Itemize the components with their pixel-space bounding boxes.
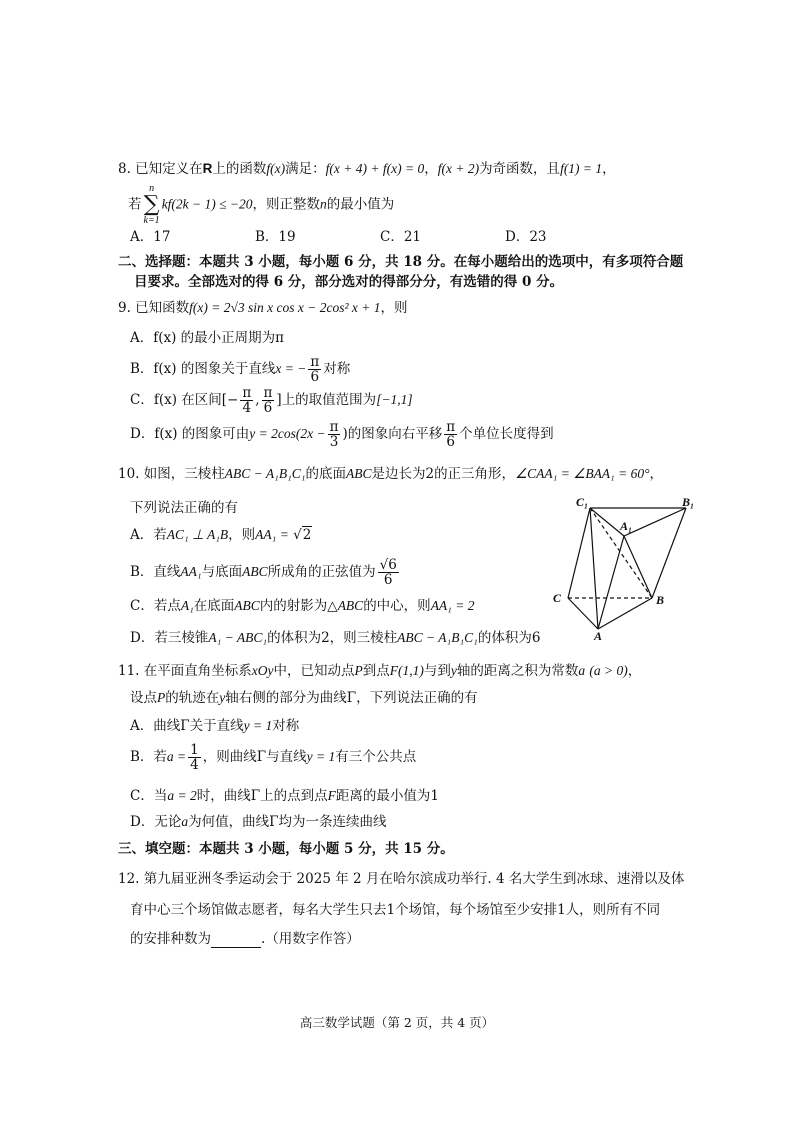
q9-text: B．f(x) 的图象关于直线: [130, 361, 276, 377]
q10-option-b: [130, 556, 401, 588]
edge-c-a: [568, 598, 598, 629]
q11-text: 时，曲线: [196, 788, 251, 804]
paren: ): [342, 426, 348, 442]
denominator: 4: [190, 757, 199, 773]
q11-text: 设点: [130, 690, 157, 706]
q10-text: 在底面: [193, 598, 235, 614]
fraction: [378, 558, 399, 587]
prism-figure: [548, 492, 698, 642]
q10-text: 的底面: [305, 466, 346, 482]
q11-text: 关于直线: [189, 718, 244, 734]
q10-line2: 下列说法正确的有: [130, 500, 238, 516]
real-set-symbol: R: [202, 161, 213, 176]
q11-text: C．当: [130, 788, 168, 804]
math-expr: 1: [557, 902, 566, 918]
sum-upper: n: [149, 183, 155, 194]
page-footer: 高三数学试题（第 2 页，共 4 页）: [299, 1015, 495, 1030]
numerator: 1: [190, 742, 199, 758]
q8-line2: [128, 184, 394, 226]
math-expr: a: [578, 663, 586, 678]
q9-option-a: A．f(x) 的最小正周期为π: [130, 330, 285, 346]
q11-text: 11. 在平面直角坐标系: [118, 663, 252, 679]
q11-text: 距离的最小值为: [335, 788, 431, 804]
q11-option-d: [130, 813, 386, 831]
q9-stem: [118, 299, 408, 317]
math-expr: AA₁: [180, 564, 202, 579]
q10-text: ，: [649, 466, 664, 482]
q10-text: 所成角的正弦值为: [267, 564, 376, 580]
numerator: π: [446, 419, 456, 435]
q8-text: 的最小值为: [326, 196, 395, 213]
q11-text: A．曲线: [130, 718, 181, 734]
math-expr: F(1,1): [389, 663, 424, 678]
q9-text: D．f(x) 的图象可由: [130, 426, 250, 442]
q12-line3: [130, 930, 360, 948]
fraction: [262, 386, 275, 415]
label-b: B: [656, 593, 665, 607]
math-expr: P: [354, 663, 363, 678]
math-expr: f(x + 4) + f(x) = 0: [325, 161, 425, 176]
math-expr: P: [157, 690, 166, 705]
q11-text: 有三个公共点: [335, 749, 417, 765]
q10-text: D．若三棱锥: [130, 630, 209, 646]
q9-text: 对称: [323, 361, 351, 377]
q10-text: ，则: [228, 527, 256, 543]
q10-text: A．若: [130, 527, 167, 543]
q10-text: 的正三角形，: [434, 466, 516, 482]
q8-text: 满足：: [285, 161, 326, 177]
denominator: 6: [310, 369, 320, 385]
q11-text: 均为一条连续曲线: [278, 814, 387, 830]
math-expr: a: [181, 814, 189, 829]
q12-line2: [130, 901, 660, 919]
sigma-symbol: ∑: [143, 192, 160, 217]
math-expr: ABC: [337, 598, 364, 613]
q11-text: 轴右侧的部分为曲线: [225, 690, 347, 706]
math-expr: ∠CAA₁ = ∠BAA₁ = 60°: [515, 466, 650, 481]
label-a: A: [594, 629, 603, 642]
denominator: 6: [263, 400, 273, 416]
q11-text: D．无论: [130, 814, 182, 830]
math-expr: y = 1: [243, 718, 273, 733]
q10-option-c: [130, 597, 474, 615]
q12-text: 育中心三个场馆做志愿者，每名大学生只去: [130, 902, 387, 918]
q11-option-c: [130, 787, 439, 805]
edge-c1-a: [590, 508, 598, 629]
comma: ,: [255, 392, 260, 408]
q11-line1: [118, 662, 641, 680]
math-expr: A₁: [180, 598, 194, 613]
section2-heading-line2: 目要求。全部选对的得 6 分，部分选对的得部分分，有选错的得 0 分。: [134, 274, 564, 290]
q10-text: B．直线: [130, 564, 181, 580]
math-expr: a =: [166, 749, 187, 764]
math-expr: f(x) = 2√3 sin x cos x − 2cos² x + 1: [189, 300, 381, 315]
numerator: π: [310, 354, 320, 370]
fraction: [308, 355, 321, 384]
numerator: π: [242, 385, 252, 401]
math-expr: Γ: [256, 749, 267, 765]
q12-text: .（用数字作答）: [261, 931, 360, 947]
q11-text: 中，已知动点: [273, 663, 355, 679]
math-expr: AC₁ ⊥ A₁B: [166, 527, 229, 542]
q11-text: 的轨迹在: [165, 690, 220, 706]
math-expr: kf(2k − 1) ≤ −20: [161, 196, 253, 212]
q8-option-c: C．21: [380, 229, 422, 245]
numerator: π: [329, 419, 339, 435]
edge-a1-b: [624, 536, 652, 598]
q10-text: 的中心，则: [363, 598, 431, 614]
q11-text: B．若: [130, 749, 167, 765]
q9-text: C．f(x) 在区间: [130, 392, 222, 408]
q9-text: 的图象向右平移: [347, 426, 443, 442]
q11-text: ，: [627, 663, 642, 679]
q9-text: 9. 已知函数: [118, 300, 190, 316]
numerator: π: [263, 385, 273, 401]
math-expr: ABC − A₁B₁C₁: [224, 466, 306, 481]
math-expr: Γ: [250, 788, 261, 804]
q8-text: 上的函数: [212, 161, 267, 177]
math-expr: ABC: [242, 564, 268, 579]
q9-option-b: [130, 353, 350, 385]
q11-text: ，则曲线: [202, 749, 257, 765]
q8-text: 若: [128, 196, 142, 213]
q10-text: 与底面: [201, 564, 243, 580]
q11-text: 到点: [362, 663, 390, 679]
fraction: [444, 420, 457, 449]
math-expr: ABC: [345, 466, 372, 481]
denominator: 6: [383, 572, 393, 588]
q10-line1: [118, 465, 663, 483]
q10-text: 10. 如图，三棱柱: [118, 466, 225, 482]
math-expr: F: [327, 788, 336, 803]
q11-text: 上的点到点: [260, 788, 328, 804]
math-expr: y: [450, 663, 457, 678]
q9-text: 上的取值范围为: [281, 392, 377, 408]
q9-text: ，则: [380, 300, 408, 316]
q10-option-d: [130, 629, 540, 647]
q8-line1: 8. 已知定义在R上的函数f(x)满足：f(x + 4) + f(x) = 0，f(x + 2)为奇函数，且f(1) = 1，: [118, 161, 616, 177]
math-expr: f(x + 2): [437, 161, 480, 176]
math-expr: 2: [321, 630, 330, 646]
math-expr: xOy: [251, 663, 274, 678]
math-expr: y = 2cos(2x −: [249, 426, 326, 441]
label-c: C: [553, 591, 562, 605]
q11-text: 与到: [423, 663, 451, 679]
q8-option-d: D．23: [505, 229, 547, 245]
math-expr: f(x): [266, 161, 286, 176]
q10-text: ，则三棱柱: [329, 630, 398, 646]
denominator: 3: [329, 434, 339, 450]
q11-line2: [130, 689, 478, 707]
q8-option-a: A．17: [130, 229, 171, 245]
q12-text: 个场馆，每个场馆至少安排: [395, 902, 558, 918]
math-expr: 6: [531, 630, 541, 646]
q9-option-d: [130, 418, 554, 450]
math-expr: Γ: [180, 718, 190, 734]
q11-text: 与直线: [266, 749, 307, 765]
q12-line1: 12. 第九届亚洲冬季运动会于 2025 年 2 月在哈尔滨成功举行. 4 名大学生到冰球、速滑以及体: [118, 871, 685, 887]
math-expr: n: [320, 196, 327, 212]
q12-text: 人，则所有不同: [565, 902, 661, 918]
bracket: [−: [221, 392, 239, 408]
label-a1: A₁: [620, 519, 633, 533]
q11-option-a: [130, 717, 299, 735]
q8-text: 8. 已知定义在: [118, 161, 203, 177]
q9-text: 个单位长度得到: [459, 426, 554, 442]
math-expr: Γ: [346, 690, 357, 706]
math-expr: y = 1: [306, 749, 336, 764]
math-expr: ABC: [234, 598, 260, 613]
edge-a1-a: [598, 536, 624, 629]
math-expr: AA₁ = 2: [430, 598, 475, 613]
q9-option-c: [130, 384, 413, 416]
q11-text: 轴的距离之积为常数: [456, 663, 579, 679]
fraction: [328, 420, 341, 449]
q10-text: 的体积为: [477, 630, 532, 646]
math-expr: 2: [425, 466, 435, 482]
denominator: 4: [242, 400, 252, 416]
fraction: [240, 386, 253, 415]
answer-blank[interactable]: [211, 933, 261, 948]
summation: [144, 184, 160, 226]
label-c1: C₁: [576, 495, 589, 509]
denominator: 6: [446, 434, 455, 450]
section3-heading: 三、填空题：本题共 3 小题，每小题 5 分，共 15 分。: [118, 841, 454, 857]
math-expr: AA₁ =: [255, 527, 289, 542]
q11-text: ，下列说法正确的有: [356, 690, 478, 706]
q11-text: 对称: [272, 718, 300, 734]
sum-lower: k=1: [143, 215, 160, 226]
q12-text: 的安排种数为: [130, 931, 211, 947]
math-expr: y: [219, 690, 226, 705]
q10-text: 内的射影为△: [259, 598, 338, 614]
math-expr: (a > 0): [589, 663, 628, 678]
q10-text: 的体积为: [267, 630, 322, 646]
label-b1: B₁: [682, 495, 695, 509]
edge-c1-c: [568, 508, 590, 598]
math-expr: x = −: [275, 361, 307, 376]
math-expr: [−1,1]: [376, 392, 413, 407]
fraction: [188, 743, 201, 772]
q10-option-a: A．若AC₁ ⊥ A₁B，则AA₁ = √2: [130, 527, 312, 543]
q11-text: 为何值，曲线: [188, 814, 270, 830]
bracket: ]: [276, 392, 282, 408]
math-expr: Γ: [269, 814, 279, 830]
math-expr: f(1) = 1: [560, 161, 603, 176]
edge-a-b: [598, 598, 652, 629]
math-expr: 1: [430, 788, 439, 804]
q11-option-b: [130, 741, 416, 773]
q10-text: 是边长为: [371, 466, 426, 482]
math-expr: 1: [386, 902, 396, 918]
numerator: √6: [379, 557, 397, 573]
math-expr: ABC − A₁B₁C₁: [397, 630, 478, 645]
math-expr: a = 2: [167, 788, 197, 803]
q8-text: 为奇函数，且: [479, 161, 561, 177]
q8-text: ，则正整数: [252, 196, 321, 213]
math-expr: A₁ − ABC₁: [208, 630, 268, 645]
section2-heading-line1: 二、选择题：本题共 3 小题，每小题 6 分，共 18 分。在每小题给出的选项中，有多项符合题: [118, 254, 684, 270]
sqrt-radicand: 2: [302, 527, 312, 543]
q10-text: C．若点: [130, 598, 181, 614]
q8-option-b: B．19: [255, 229, 296, 245]
